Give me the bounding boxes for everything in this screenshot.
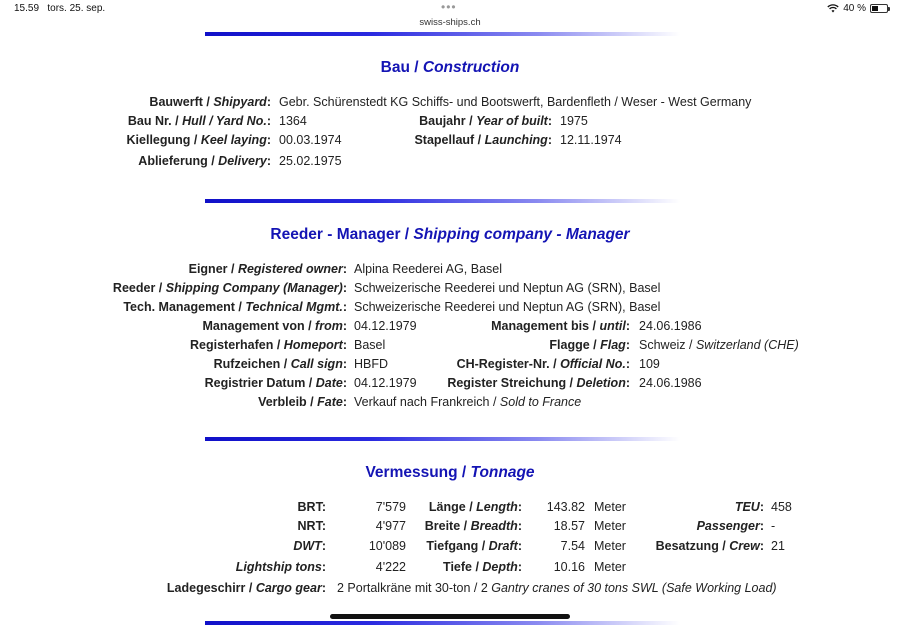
label-shipping-company: Reeder / Shipping Company (Manager): (112, 281, 347, 295)
value-lightship: 4'222 (375, 560, 406, 574)
label-keel-laying: Kiellegung / Keel laying: (126, 133, 271, 147)
value-keel-laying: 00.03.1974 (279, 133, 342, 147)
label-homeport: Registerhafen / Homeport: (190, 338, 347, 352)
status-bar (0, 0, 900, 34)
label-cargo-gear: Ladegeschirr / Cargo gear: (166, 581, 326, 595)
clock: 15.59 tors. 25. sep. (14, 3, 106, 14)
label-brt: BRT: (297, 500, 326, 514)
value-shipping-company: Schweizerische Reederei und Neptun AG (SRN), Basel (354, 281, 661, 295)
label-official-no: CH-Register-Nr. / Official No.: (456, 357, 630, 371)
label-draft: Tiefgang / Draft: (426, 539, 522, 553)
home-indicator[interactable] (330, 614, 570, 619)
label-hull-no: Bau Nr. / Hull / Yard No.: (127, 114, 271, 128)
label-delivery: Ablieferung / Delivery: (138, 154, 271, 168)
label-passenger: Passenger: (696, 519, 764, 533)
label-teu: TEU: (734, 500, 764, 514)
unit-length: Meter (594, 500, 626, 514)
value-management-until: 24.06.1986 (639, 319, 702, 333)
value-teu: 458 (771, 500, 792, 514)
label-length: Länge / Length: (428, 500, 522, 514)
section-title-manager: Reeder - Manager / Shipping company - Manager (270, 226, 630, 243)
url-label[interactable]: swiss-ships.ch (419, 17, 481, 28)
label-registry-date: Registrier Datum / Date: (204, 376, 347, 390)
label-management-from: Management von / from: (202, 319, 347, 333)
unit-depth: Meter (594, 560, 626, 574)
section-divider (205, 32, 680, 36)
value-homeport: Basel (354, 338, 386, 352)
value-passenger: - (771, 519, 776, 533)
label-year-built: Baujahr / Year of built: (419, 114, 552, 128)
value-depth: 10.16 (553, 560, 585, 574)
label-shipyard: Bauwerft / Shipyard: (149, 95, 271, 109)
value-shipyard: Gebr. Schürenstedt KG Schiffs- und Bootswerft, Bardenfleth / Weser - West Germany (279, 95, 752, 109)
value-management-from: 04.12.1979 (354, 319, 417, 333)
label-nrt: NRT: (297, 519, 326, 533)
value-cargo-gear: 2 Portalkräne mit 30-ton / 2 Gantry cranes of 30 tons SWL (Safe Working Load) (337, 581, 777, 595)
label-fate: Verbleib / Fate: (258, 395, 347, 409)
value-breadth: 18.57 (553, 519, 585, 533)
wifi-icon (827, 4, 839, 13)
value-nrt: 4'977 (375, 519, 406, 533)
label-owner: Eigner / Registered owner: (188, 262, 347, 276)
section-title-tonnage: Vermessung / Tonnage (365, 464, 535, 481)
section-divider (205, 621, 680, 625)
section-title-construction: Bau / Construction (380, 59, 520, 76)
label-management-until: Management bis / until: (491, 319, 630, 333)
unit-draft: Meter (594, 539, 626, 553)
value-delivery: 25.02.1975 (279, 154, 342, 168)
label-flag: Flagge / Flag: (549, 338, 630, 352)
value-owner: Alpina Reederei AG, Basel (354, 262, 503, 276)
value-hull-no: 1364 (279, 114, 307, 128)
value-year-built: 1975 (560, 114, 588, 128)
value-dwt: 10'089 (368, 539, 406, 553)
label-deletion: Register Streichung / Deletion: (447, 376, 630, 390)
section-divider (205, 437, 680, 441)
value-launching: 12.11.1974 (560, 133, 622, 147)
value-length: 143.82 (546, 500, 585, 514)
value-brt: 7'579 (375, 500, 406, 514)
battery-icon (870, 4, 888, 13)
value-fate: Verkauf nach Frankreich / Sold to France (354, 395, 582, 409)
label-tech-management: Tech. Management / Technical Mgmt.: (123, 300, 347, 314)
more-dots-icon[interactable]: ••• (441, 0, 457, 14)
label-call-sign: Rufzeichen / Call sign: (213, 357, 347, 371)
value-crew: 21 (771, 539, 785, 553)
value-draft: 7.54 (560, 539, 585, 553)
battery-percent: 40 % (843, 3, 866, 14)
label-crew: Besatzung / Crew: (655, 539, 764, 553)
value-flag: Schweiz / Switzerland (CHE) (639, 338, 799, 352)
label-dwt: DWT: (293, 539, 326, 553)
value-tech-management: Schweizerische Reederei und Neptun AG (SRN), Basel (354, 300, 661, 314)
value-official-no: 109 (639, 357, 660, 371)
status-icons (827, 3, 888, 14)
label-lightship: Lightship tons: (235, 560, 326, 574)
value-call-sign: HBFD (354, 357, 389, 371)
value-deletion: 24.06.1986 (639, 376, 702, 390)
unit-breadth: Meter (594, 519, 626, 533)
section-divider (205, 199, 680, 203)
value-registry-date: 04.12.1979 (354, 376, 417, 390)
label-breadth: Breite / Breadth: (424, 519, 522, 533)
label-depth: Tiefe / Depth: (443, 560, 522, 574)
label-launching: Stapellauf / Launching: (414, 133, 552, 147)
